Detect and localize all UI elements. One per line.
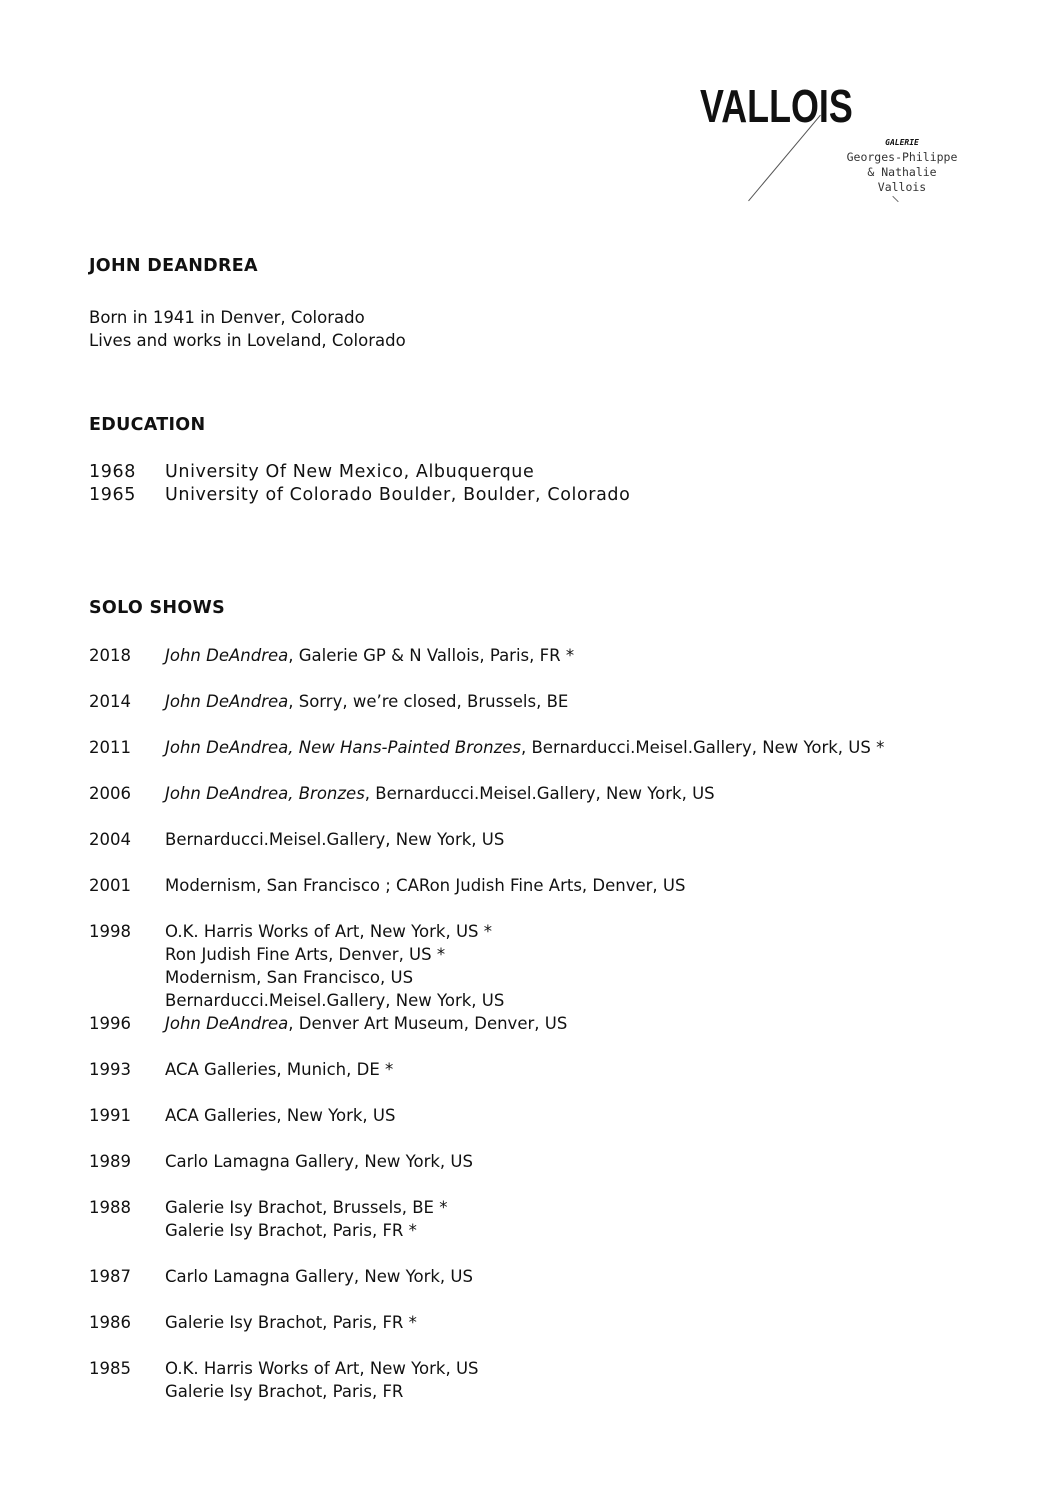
- logo-line-3: Vallois: [877, 180, 927, 194]
- solo-show-venue: , Denver Art Museum, Denver, US: [288, 1014, 568, 1033]
- solo-show-lines: [165, 1196, 447, 1242]
- solo-show-year: 1993: [89, 1060, 131, 1079]
- solo-show-line: [165, 1058, 393, 1081]
- solo-shows-list: [89, 644, 884, 1426]
- solo-show-lines: [165, 1104, 395, 1127]
- solo-show-venue: ACA Galleries, Munich, DE *: [165, 1060, 394, 1079]
- solo-show-line: [165, 966, 504, 989]
- solo-show-line: [165, 1104, 395, 1127]
- solo-show-year: 2006: [89, 784, 131, 803]
- solo-show-line: [165, 1380, 479, 1403]
- logo-line-2: & Nathalie: [867, 165, 937, 179]
- solo-show-line: [165, 1219, 447, 1242]
- solo-show-year: 2004: [89, 830, 131, 849]
- solo-show-venue: , Bernarducci.Meisel.Gallery, New York, US *: [521, 738, 885, 757]
- solo-show-year: 1996: [89, 1014, 131, 1033]
- solo-show-line: [165, 1357, 479, 1380]
- solo-show-title: John DeAndrea, Bronzes: [165, 784, 365, 803]
- solo-show-lines: [165, 782, 715, 805]
- solo-show-venue: , Sorry, we’re closed, Brussels, BE: [288, 692, 569, 711]
- solo-show-year: 1987: [89, 1267, 131, 1286]
- solo-show-title: John DeAndrea: [165, 646, 289, 665]
- solo-show-lines: [165, 1357, 479, 1403]
- solo-show-entry: [89, 1196, 884, 1242]
- solo-show-year: 1986: [89, 1313, 131, 1332]
- solo-show-line: [165, 1265, 473, 1288]
- solo-show-entry: [89, 1150, 884, 1173]
- solo-show-line: [165, 828, 504, 851]
- solo-show-venue: Galerie Isy Brachot, Paris, FR *: [165, 1221, 417, 1240]
- solo-show-lines: [165, 1265, 473, 1288]
- solo-show-line: [165, 943, 504, 966]
- solo-show-venue: Galerie Isy Brachot, Paris, FR: [165, 1382, 404, 1401]
- solo-show-lines: [165, 736, 884, 759]
- solo-shows-heading: SOLO SHOWS: [89, 598, 226, 618]
- solo-show-year: 1985: [89, 1359, 131, 1378]
- solo-show-entry: [89, 1311, 884, 1334]
- solo-show-lines: [165, 920, 504, 1012]
- solo-show-line: [165, 1150, 473, 1173]
- solo-show-venue: Modernism, San Francisco, US: [165, 968, 414, 987]
- logo-subtitle: [842, 138, 962, 195]
- solo-show-lines: [165, 874, 685, 897]
- solo-show-line: [165, 920, 504, 943]
- solo-show-year: 2014: [89, 692, 131, 711]
- solo-show-entry: [89, 828, 884, 851]
- solo-show-venue: , Galerie GP & N Vallois, Paris, FR *: [288, 646, 575, 665]
- solo-show-entry: [89, 736, 884, 759]
- solo-show-year: 1991: [89, 1106, 131, 1125]
- solo-show-lines: [165, 1150, 473, 1173]
- logo-wordmark: VALLOIS: [700, 80, 853, 132]
- solo-show-entry: [89, 1104, 884, 1127]
- artist-born: Born in 1941 in Denver, Colorado: [89, 308, 365, 327]
- education-text: University Of New Mexico, Albuquerque: [165, 462, 535, 482]
- solo-show-entry: [89, 1265, 884, 1288]
- gallery-logo: [690, 80, 970, 210]
- education-year: 1968: [89, 462, 136, 482]
- solo-show-year: 2018: [89, 646, 131, 665]
- education-item: [89, 461, 630, 484]
- solo-show-entry: [89, 782, 884, 805]
- solo-show-venue: Carlo Lamagna Gallery, New York, US: [165, 1267, 473, 1286]
- solo-show-venue: O.K. Harris Works of Art, New York, US *: [165, 922, 492, 941]
- solo-show-venue: Galerie Isy Brachot, Brussels, BE *: [165, 1198, 448, 1217]
- solo-show-venue: O.K. Harris Works of Art, New York, US: [165, 1359, 479, 1378]
- solo-show-venue: Galerie Isy Brachot, Paris, FR *: [165, 1313, 417, 1332]
- solo-show-entry: [89, 1357, 884, 1403]
- solo-show-venue: Bernarducci.Meisel.Gallery, New York, US: [165, 830, 505, 849]
- solo-show-lines: [165, 1311, 417, 1334]
- artist-name: JOHN DEANDREA: [89, 256, 258, 276]
- solo-show-line: [165, 1311, 417, 1334]
- solo-show-venue: Bernarducci.Meisel.Gallery, New York, US: [165, 991, 505, 1010]
- solo-show-entry: [89, 1012, 884, 1035]
- education-list: [89, 461, 630, 507]
- solo-show-line: [165, 874, 685, 897]
- solo-show-entry: [89, 644, 884, 667]
- solo-show-year: 2011: [89, 738, 131, 757]
- solo-show-entry: [89, 920, 884, 1012]
- solo-show-year: 2001: [89, 876, 131, 895]
- solo-show-lines: [165, 1058, 393, 1081]
- solo-show-venue: ACA Galleries, New York, US: [165, 1106, 396, 1125]
- solo-show-venue: Carlo Lamagna Gallery, New York, US: [165, 1152, 473, 1171]
- solo-show-title: John DeAndrea: [165, 1014, 289, 1033]
- artist-lives: Lives and works in Loveland, Colorado: [89, 331, 406, 350]
- solo-show-year: 1988: [89, 1198, 131, 1217]
- solo-show-line: [165, 782, 715, 805]
- solo-show-line: [165, 989, 504, 1012]
- solo-show-year: 1989: [89, 1152, 131, 1171]
- solo-show-year: 1998: [89, 922, 131, 941]
- solo-show-lines: [165, 1012, 567, 1035]
- education-item: [89, 484, 630, 507]
- solo-show-lines: [165, 644, 574, 667]
- logo-galerie: GALERIE: [885, 138, 919, 147]
- solo-show-entry: [89, 1058, 884, 1081]
- solo-show-line: [165, 644, 574, 667]
- solo-show-line: [165, 690, 568, 713]
- solo-show-venue: , Bernarducci.Meisel.Gallery, New York, US: [364, 784, 715, 803]
- education-year: 1965: [89, 485, 136, 505]
- solo-show-title: John DeAndrea: [165, 692, 289, 711]
- solo-show-line: [165, 736, 884, 759]
- solo-show-venue: Modernism, San Francisco ; CARon Judish Fine Arts, Denver, US: [165, 876, 686, 895]
- solo-show-venue: Ron Judish Fine Arts, Denver, US *: [165, 945, 446, 964]
- solo-show-line: [165, 1196, 447, 1219]
- education-heading: EDUCATION: [89, 415, 206, 435]
- logo-tick-mark: [892, 196, 898, 202]
- solo-show-line: [165, 1012, 567, 1035]
- solo-show-lines: [165, 690, 568, 713]
- logo-line-1: Georges-Philippe: [846, 150, 958, 164]
- education-text: University of Colorado Boulder, Boulder, Colorado: [165, 485, 631, 505]
- solo-show-entry: [89, 690, 884, 713]
- solo-show-entry: [89, 874, 884, 897]
- solo-show-title: John DeAndrea, New Hans-Painted Bronzes: [165, 738, 521, 757]
- solo-show-lines: [165, 828, 504, 851]
